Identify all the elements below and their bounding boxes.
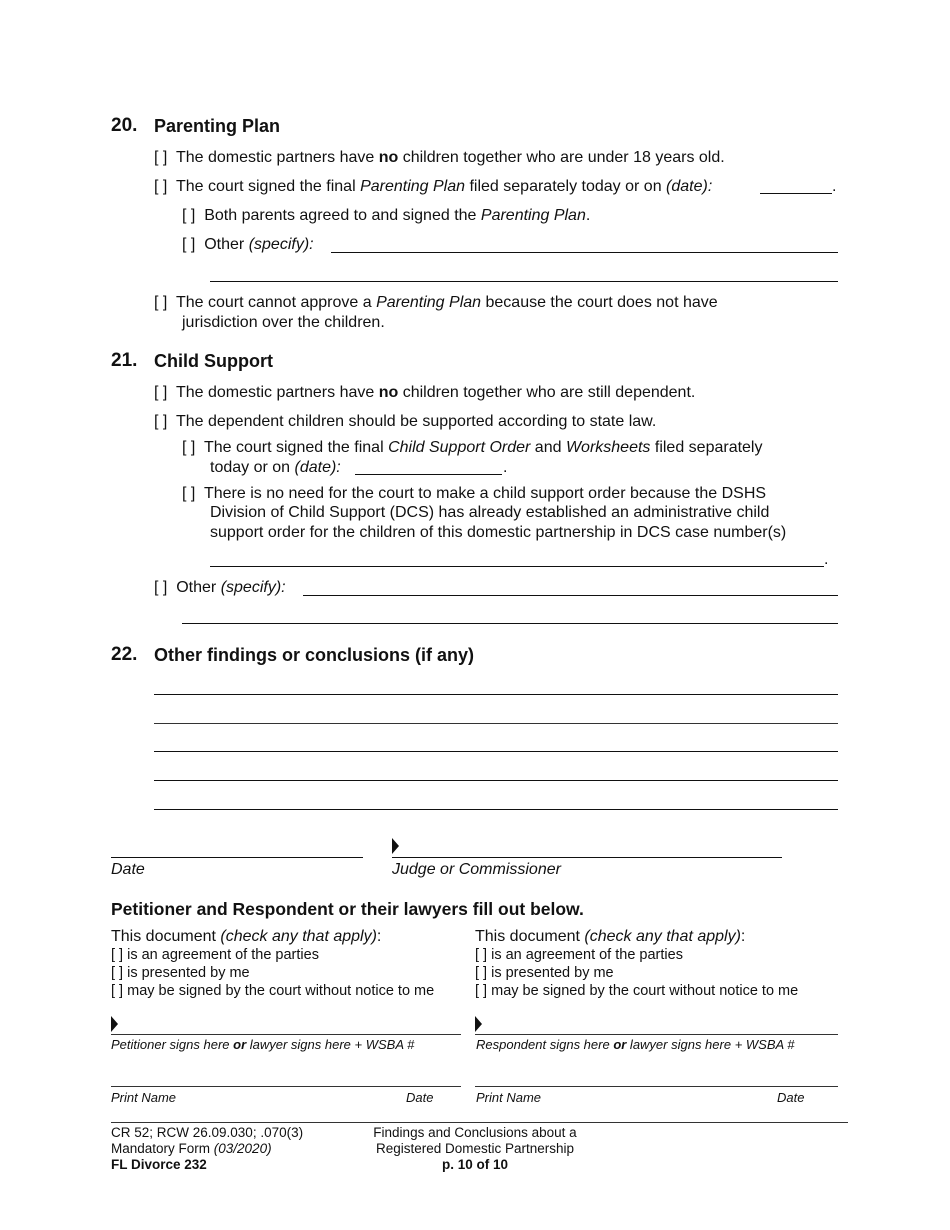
s22-field-line[interactable]	[154, 751, 838, 752]
footer-form-id: FL Divorce 232	[111, 1157, 207, 1172]
s21-sub-court-signed: [ ] The court signed the final Child Support Order and Worksheets filed separately	[182, 439, 763, 456]
petitioner-check-presented[interactable]: [ ] is presented by me	[111, 965, 250, 981]
section-21-number: 21.	[111, 350, 138, 371]
checkbox[interactable]: [ ]	[154, 149, 168, 166]
petitioner-intro: This document (check any that apply):	[111, 928, 382, 945]
checkbox[interactable]: [ ]	[182, 439, 196, 456]
respondent-print-name-label: Print Name	[476, 1090, 542, 1105]
s20-date-period: .	[832, 178, 837, 195]
footer-rcw: CR 52; RCW 26.09.030; .070(3)	[111, 1125, 304, 1140]
s21-sub-no-need-line3: support order for the children of this domestic partnership in DCS case number(s)	[210, 524, 787, 541]
s20-sub-both-agreed: [ ] Both parents agreed to and signed the Parenting Plan.	[182, 207, 591, 224]
section-20-number: 20.	[111, 115, 138, 136]
s21-dcs-case-field[interactable]	[210, 566, 824, 567]
s21-option-other: [ ] Other (specify):	[154, 579, 286, 596]
s22-field-line[interactable]	[154, 809, 838, 810]
checkbox[interactable]: [ ]	[182, 207, 196, 224]
checkbox[interactable]: [ ]	[154, 413, 168, 430]
s20-option-court-signed: [ ] The court signed the final Parenting Plan filed separately today or on (date):	[154, 178, 713, 195]
respondent-signature-line[interactable]	[475, 1034, 838, 1035]
respondent-intro: This document (check any that apply):	[475, 928, 746, 945]
s21-option-state-law: [ ] The dependent children should be supported according to state law.	[154, 413, 657, 430]
section-21-title: Child Support	[154, 351, 273, 371]
s22-field-line[interactable]	[154, 723, 838, 724]
s21-sub-court-signed-line2: today or on (date):	[210, 459, 341, 476]
respondent-check-no-notice[interactable]: [ ] may be signed by the court without notice to me	[475, 983, 799, 999]
petitioner-date-label: Date	[406, 1090, 434, 1105]
petitioner-print-name-line[interactable]	[111, 1086, 461, 1087]
s21-date-period: .	[503, 459, 508, 476]
s21-sub-no-need-line2: Division of Child Support (DCS) has already established an administrative child	[210, 504, 770, 521]
s20-other-field-2[interactable]	[210, 281, 838, 282]
date-signature-line[interactable]	[111, 857, 363, 858]
s20-date-field[interactable]	[760, 193, 832, 194]
s21-dcs-period: .	[824, 551, 829, 568]
s21-other-field-2[interactable]	[182, 623, 838, 624]
respondent-check-agreement[interactable]: [ ] is an agreement of the parties	[475, 947, 683, 963]
s20-option-no-children: [ ] The domestic partners have no children together who are under 18 years old.	[154, 149, 725, 166]
petitioner-check-no-notice[interactable]: [ ] may be signed by the court without notice to me	[111, 983, 435, 999]
parties-heading: Petitioner and Respondent or their lawyers fill out below.	[111, 899, 584, 919]
petitioner-print-name-label: Print Name	[111, 1090, 177, 1105]
respondent-signature-label: Respondent signs here or lawyer signs here + WSBA #	[476, 1037, 795, 1052]
s21-date-field[interactable]	[355, 474, 502, 475]
footer-divider	[111, 1122, 848, 1123]
footer-title-line1: Findings and Conclusions about a	[373, 1125, 577, 1140]
checkbox[interactable]: [ ]	[182, 236, 196, 253]
sign-here-arrow-icon	[111, 1016, 118, 1032]
s22-field-line[interactable]	[154, 694, 838, 695]
judge-signature-line[interactable]	[392, 857, 782, 858]
footer-mandatory-form: Mandatory Form (03/2020)	[111, 1141, 272, 1156]
s22-field-line[interactable]	[154, 780, 838, 781]
s20-sub-other: [ ] Other (specify):	[182, 236, 314, 253]
s21-option-no-children: [ ] The domestic partners have no children together who are still dependent.	[154, 384, 696, 401]
section-22-number: 22.	[111, 644, 138, 665]
footer-page-number: p. 10 of 10	[441, 1157, 509, 1172]
section-20-title: Parenting Plan	[154, 116, 281, 136]
s21-sub-no-need: [ ] There is no need for the court to make a child support order because the DSHS	[182, 485, 767, 502]
respondent-print-name-line[interactable]	[475, 1086, 838, 1087]
s21-other-field-1[interactable]	[303, 595, 838, 596]
footer-title-line2: Registered Domestic Partnership	[375, 1141, 575, 1156]
respondent-date-label: Date	[777, 1090, 805, 1105]
petitioner-signature-label: Petitioner signs here or lawyer signs here + WSBA #	[111, 1037, 415, 1052]
s20-other-field-1[interactable]	[331, 252, 838, 253]
checkbox[interactable]: [ ]	[154, 384, 168, 401]
s20-option-cannot-approve: [ ] The court cannot approve a Parenting Plan because the court does not have	[154, 294, 718, 311]
respondent-check-presented[interactable]: [ ] is presented by me	[475, 965, 614, 981]
date-label: Date	[111, 861, 145, 878]
checkbox[interactable]: [ ]	[154, 178, 168, 195]
checkbox[interactable]: [ ]	[182, 485, 196, 502]
s20-option-cannot-approve-line2: jurisdiction over the children.	[182, 314, 385, 331]
checkbox[interactable]: [ ]	[154, 294, 168, 311]
petitioner-check-agreement[interactable]: [ ] is an agreement of the parties	[111, 947, 319, 963]
judge-label: Judge or Commissioner	[392, 861, 561, 878]
section-22-title: Other findings or conclusions (if any)	[154, 645, 475, 665]
checkbox[interactable]: [ ]	[154, 579, 168, 596]
petitioner-signature-line[interactable]	[111, 1034, 461, 1035]
sign-here-arrow-icon	[475, 1016, 482, 1032]
sign-here-arrow-icon	[392, 838, 399, 854]
